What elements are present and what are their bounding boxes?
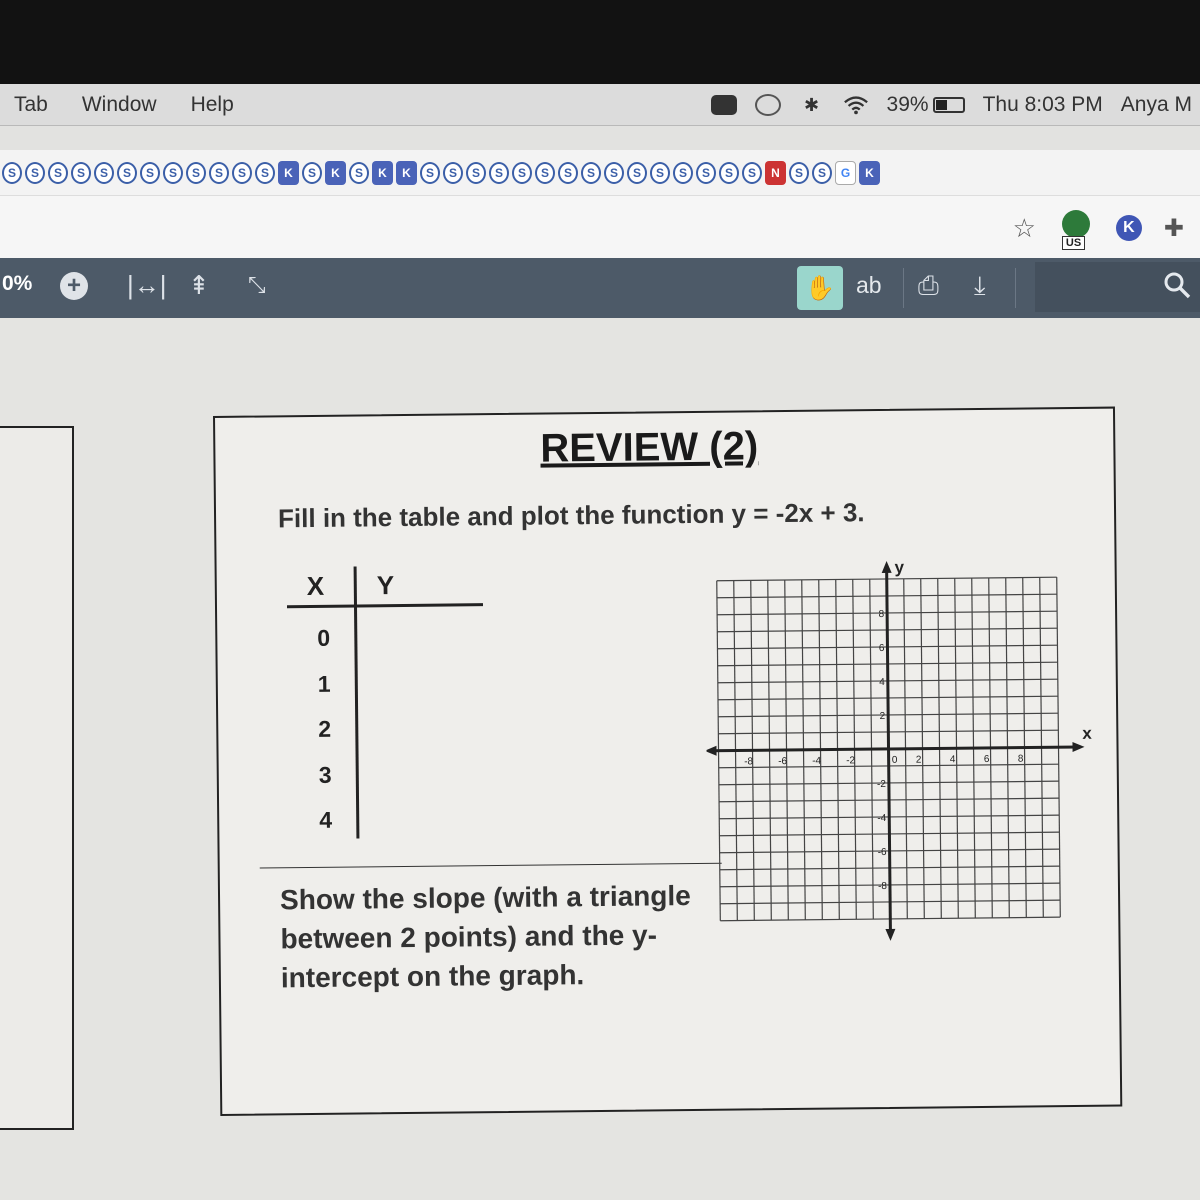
y-tick-label: 4 [879, 676, 885, 689]
bookmark-item[interactable]: S [140, 162, 160, 184]
battery-percent: 39% [886, 93, 929, 116]
bookmark-item[interactable]: S [71, 162, 91, 184]
bookmark-item[interactable]: S [789, 162, 809, 184]
table-header-y: Y [376, 570, 395, 601]
bookmark-item[interactable]: K [859, 161, 880, 185]
table-x-value: 0 [317, 624, 331, 651]
bookmark-item[interactable]: S [2, 162, 22, 184]
bookmark-item[interactable]: S [443, 162, 463, 184]
fit-height-icon[interactable]: ⇞ [188, 270, 210, 300]
bookmark-item[interactable]: S [742, 162, 762, 184]
table-x-value: 4 [319, 806, 333, 833]
worksheet-title: REVIEW (2) [540, 424, 759, 471]
coordinate-grid [705, 557, 1099, 971]
vpn-label: US [1062, 236, 1085, 250]
x-tick-label: 4 [949, 754, 956, 766]
y-tick-label: 6 [878, 642, 885, 655]
bookmark-item[interactable]: S [812, 162, 832, 184]
x-tick-label: 6 [983, 753, 990, 765]
y-axis-label: y [894, 557, 905, 577]
creative-cloud-icon[interactable] [755, 94, 781, 116]
table-header-rule [287, 603, 483, 608]
zoom-in-button[interactable]: + [60, 272, 88, 300]
section-divider [260, 863, 722, 869]
x-tick-label: -4 [812, 755, 822, 767]
table-x-value: 1 [317, 670, 331, 697]
bluetooth-icon[interactable]: ✱ [803, 94, 820, 115]
fit-width-icon[interactable]: |↔| [127, 270, 167, 300]
menu-window[interactable]: Window [81, 92, 157, 116]
bookmark-item[interactable]: S [163, 162, 183, 184]
x-tick-label: -8 [744, 756, 754, 768]
battery-icon [933, 97, 965, 113]
bookmark-item[interactable]: S [232, 162, 252, 184]
bookmark-item[interactable]: N [765, 161, 786, 185]
table-header-x: X [306, 570, 325, 602]
download-icon[interactable]: ⤓ [974, 270, 986, 300]
y-axis-arrow-up [882, 561, 892, 573]
wifi-icon[interactable] [843, 94, 869, 116]
camera-icon[interactable] [711, 94, 737, 116]
x-tick-label: -6 [778, 756, 788, 768]
print-icon[interactable]: ⎙ [918, 270, 939, 300]
bookmark-item[interactable]: K [325, 161, 346, 185]
x-tick-label: 0 [891, 754, 898, 766]
bookmark-item[interactable]: S [255, 162, 275, 184]
toolbar-divider [903, 268, 904, 308]
bookmark-item[interactable]: K [396, 161, 417, 185]
bookmark-item[interactable]: S [186, 162, 206, 184]
search-icon[interactable] [1162, 270, 1192, 300]
y-axis [887, 567, 891, 935]
y-axis-arrow-down [885, 929, 895, 941]
zoom-level: 0% [2, 272, 33, 295]
x-tick-label: -2 [846, 755, 856, 767]
y-tick-label: 8 [878, 608, 885, 621]
pdf-toolbar [0, 258, 1200, 318]
bookmark-item[interactable]: S [420, 162, 440, 184]
x-axis [711, 747, 1079, 751]
y-tick-label: -2 [876, 778, 886, 791]
x-axis-arrow-right [1072, 742, 1084, 752]
bookmarks-bar [0, 150, 1200, 196]
x-axis-label: x [1082, 723, 1092, 743]
toolbar-divider [1015, 268, 1016, 308]
bookmark-item[interactable]: S [512, 162, 532, 184]
bookmark-item[interactable]: K [372, 161, 393, 185]
bookmark-item[interactable]: G [835, 161, 856, 185]
menu-help[interactable]: Help [190, 92, 234, 116]
bookmark-item[interactable]: S [349, 162, 369, 184]
table-x-value: 2 [318, 715, 332, 742]
menu-bar [0, 84, 1200, 126]
bookmark-item[interactable]: S [719, 162, 739, 184]
bookmark-item[interactable]: S [535, 162, 555, 184]
fullscreen-icon[interactable]: ⤡ [248, 272, 266, 297]
battery-status[interactable] [887, 93, 965, 117]
document-viewport[interactable] [0, 318, 1200, 1200]
bookmark-item[interactable]: S [466, 162, 486, 184]
table-x-value: 3 [318, 761, 332, 788]
bookmark-item[interactable]: S [94, 162, 114, 184]
browser-toolbar [0, 196, 1200, 258]
bookmark-item[interactable]: S [581, 162, 601, 184]
extensions-puzzle-icon[interactable]: ✚ [1163, 214, 1184, 242]
x-tick-label: 8 [1017, 753, 1024, 765]
hand-tool-button[interactable]: ✋ [797, 266, 843, 310]
bookmark-item[interactable]: S [650, 162, 670, 184]
bookmark-item[interactable]: K [278, 161, 299, 185]
bookmark-item[interactable]: S [25, 162, 45, 184]
bookmark-item[interactable]: S [627, 162, 647, 184]
bookmark-item[interactable]: S [604, 162, 624, 184]
y-tick-label: -8 [878, 880, 888, 893]
x-tick-label: 2 [915, 754, 922, 766]
bookmark-item[interactable]: S [673, 162, 693, 184]
y-tick-label: -6 [877, 846, 887, 859]
previous-page [0, 426, 74, 1130]
bookmark-star-icon[interactable]: ☆ [1012, 212, 1036, 243]
k-extension-icon[interactable]: K [1116, 215, 1142, 241]
y-tick-label: 2 [879, 710, 886, 723]
vpn-extension-icon[interactable] [1058, 210, 1094, 249]
user-name[interactable]: Anya M [1120, 93, 1192, 116]
bookmark-item[interactable]: S [302, 162, 322, 184]
bookmark-item[interactable]: S [489, 162, 509, 184]
bookmark-item[interactable]: S [558, 162, 578, 184]
bookmark-item[interactable]: S [48, 162, 68, 184]
text-tool-button[interactable]: ab [856, 272, 882, 298]
search-box[interactable] [1035, 262, 1200, 312]
clock[interactable]: Thu 8:03 PM [982, 93, 1103, 116]
worksheet-instruction: Fill in the table and plot the function y = -2x + 3. [277, 497, 865, 534]
bookmark-item[interactable]: S [117, 162, 137, 184]
bookmark-item[interactable]: S [696, 162, 716, 184]
bookmark-item[interactable]: S [209, 162, 229, 184]
screen-bezel [0, 0, 1200, 84]
worksheet-prompt: Show the slope (with a triangle between 2 points) and the y-intercept on the graph. [279, 880, 691, 994]
y-tick-label: -4 [877, 812, 887, 825]
worksheet-page [213, 407, 1122, 1116]
x-axis-arrow-left [705, 746, 717, 756]
menu-tab[interactable]: Tab [14, 92, 48, 116]
